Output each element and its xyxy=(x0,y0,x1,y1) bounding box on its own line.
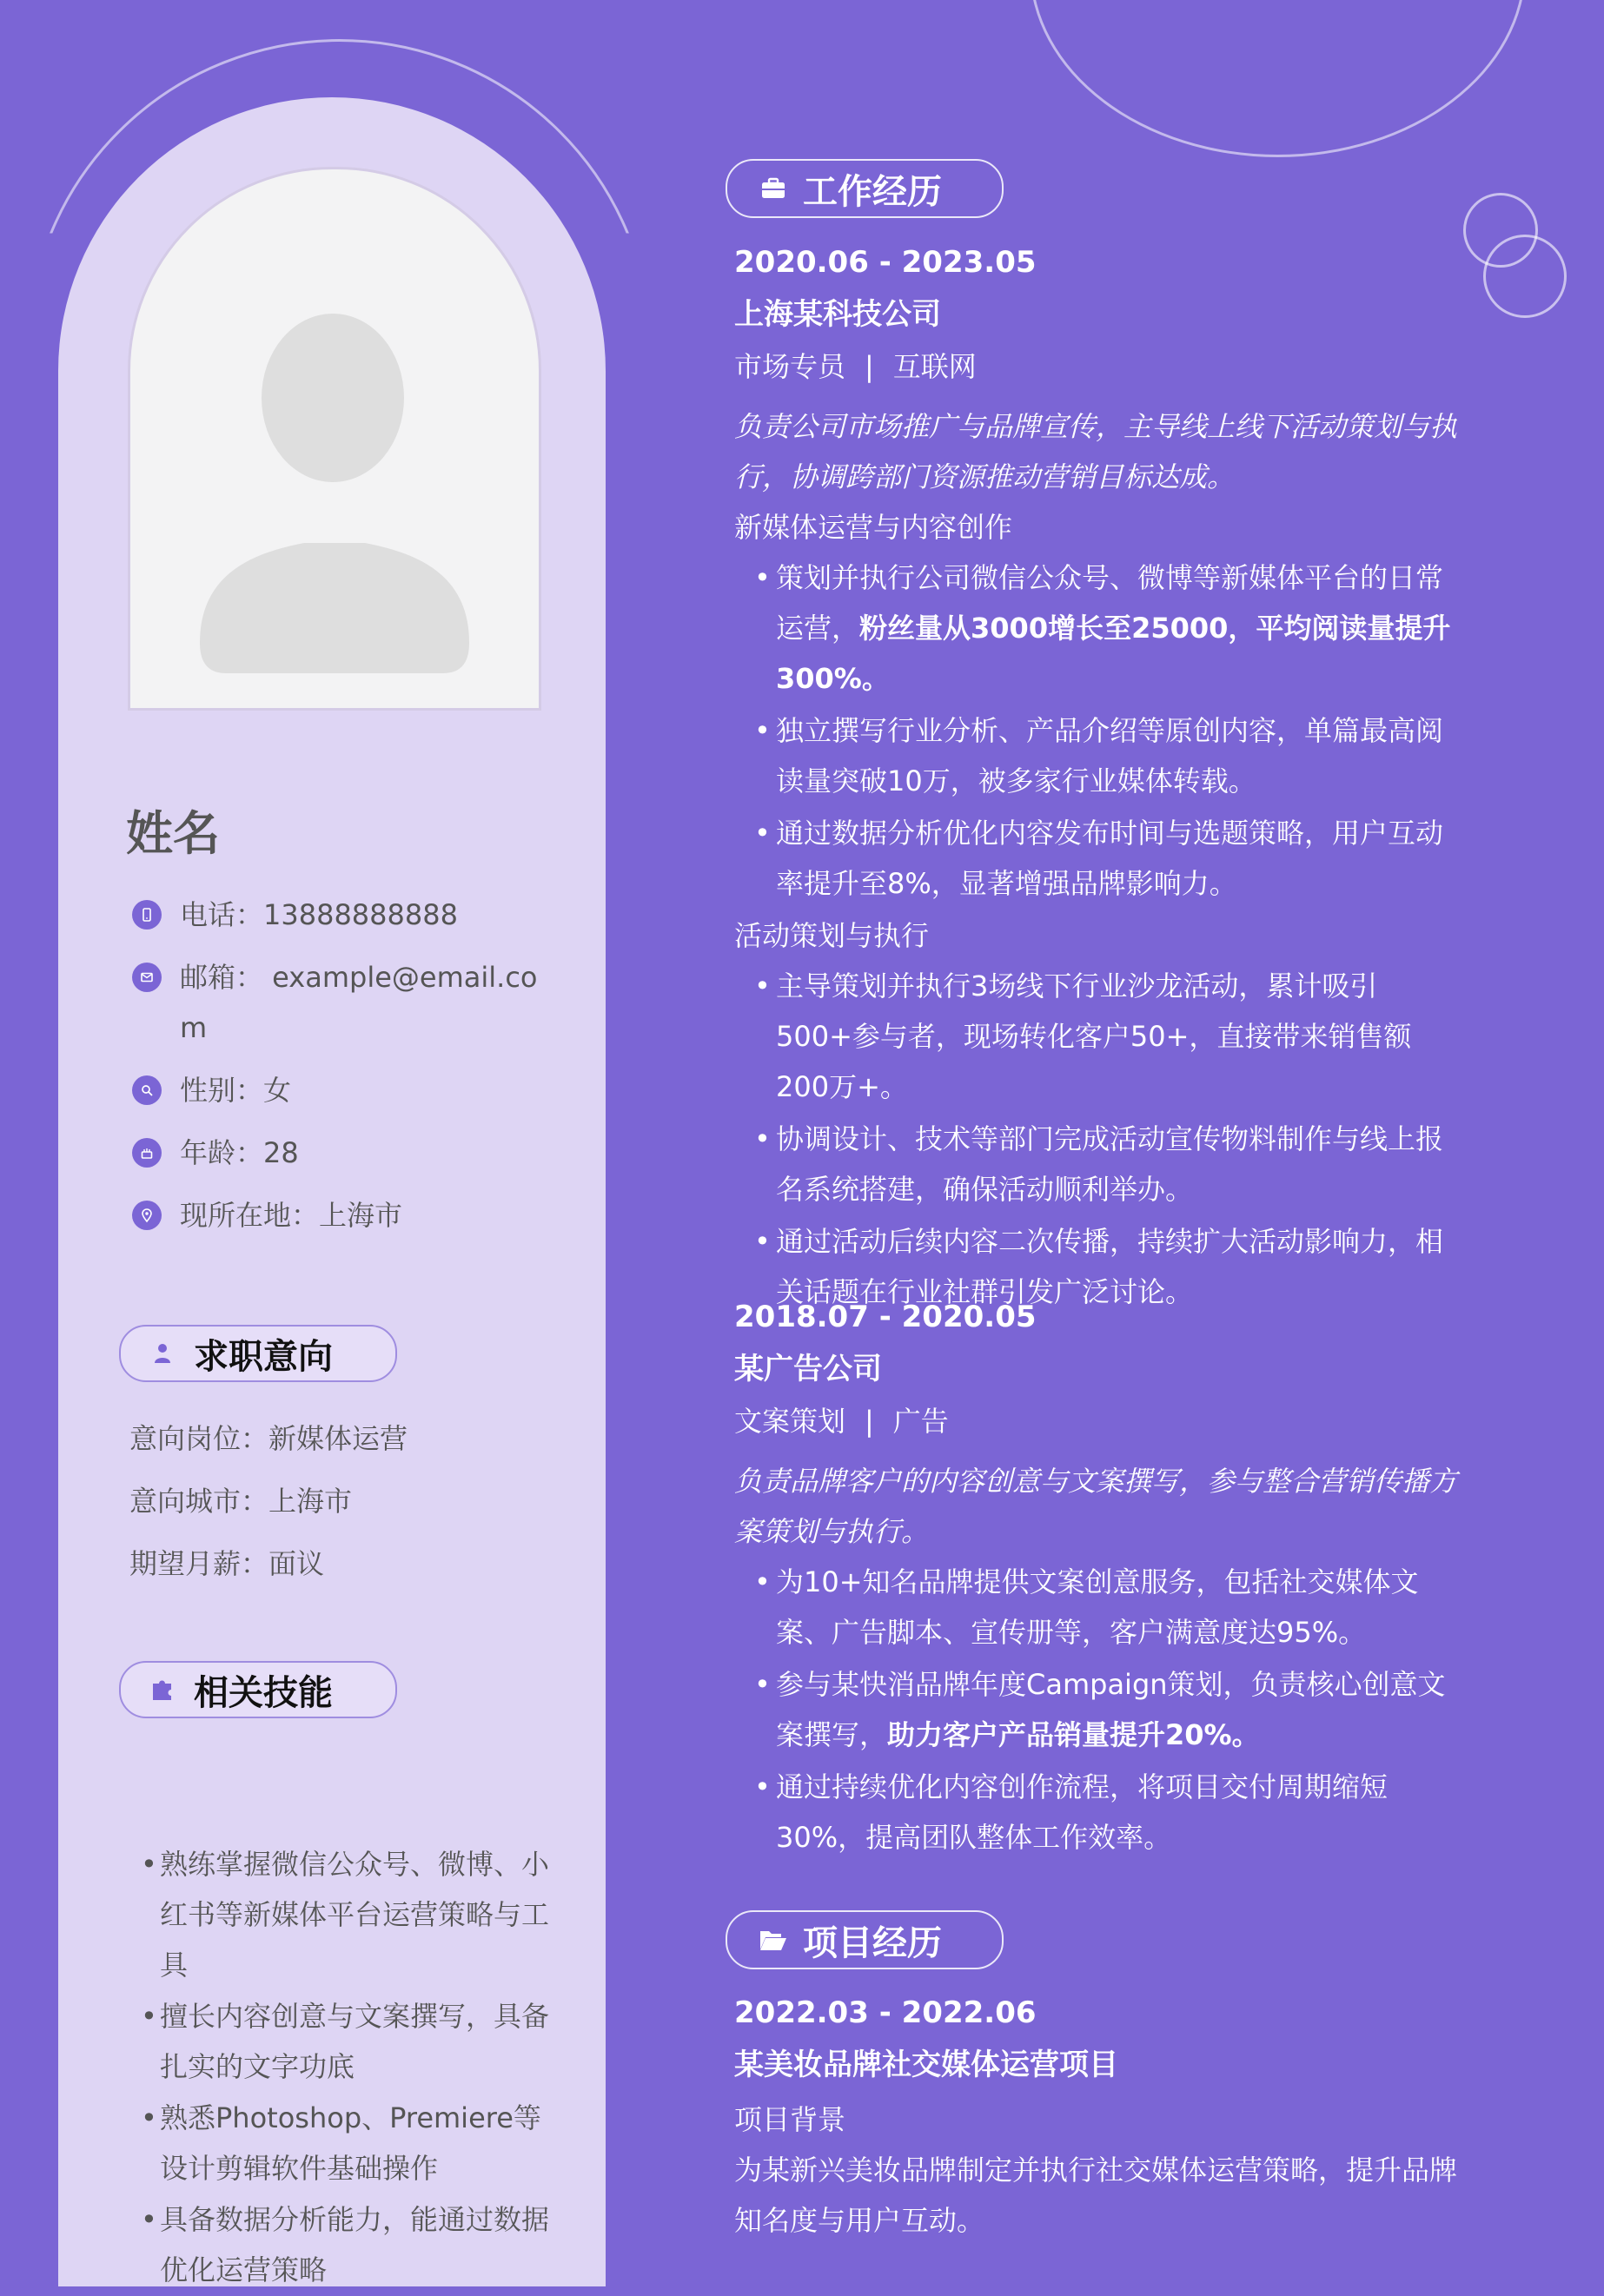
job-bullets xyxy=(734,1557,1464,1863)
job-title: 市场专员 xyxy=(734,350,846,383)
contact-phone xyxy=(132,890,584,940)
job-bullet: • 通过数据分析优化内容发布时间与选题策略，用户互动率提升至8%，显著增强品牌影响力。 xyxy=(734,808,1464,909)
folder-open-icon xyxy=(756,1922,791,1957)
job-section-heading: 活动策划与执行 xyxy=(734,919,930,952)
job-intent-title: 求职意向 xyxy=(194,1336,333,1377)
job-summary: 负责品牌客户的内容创意与文案撰写，参与整合营销传播方案策划与执行。 xyxy=(734,1465,1458,1548)
project-entry xyxy=(734,1987,1464,2246)
job-bullet: • 协调设计、技术等部门完成活动宣传物料制作与线上报名系统搭建，确保活动顺利举办。 xyxy=(734,1114,1464,1214)
role-separator: | xyxy=(865,1405,874,1438)
email-text: 邮箱： example@email.com xyxy=(180,961,538,1044)
job-summary: 负责公司市场推广与品牌宣传，主导线上线下活动策划与执行，协调跨部门资源推动营销目标达成。 xyxy=(734,410,1458,493)
job-bullet: • 通过持续优化内容创作流程，将项目交付周期缩短30%，提高团队整体工作效率。 xyxy=(734,1762,1464,1863)
project-experience-header xyxy=(726,1910,1004,1969)
decorative-circle xyxy=(1030,0,1526,157)
project-background: 为某新兴美妆品牌制定并执行社交媒体运营策略，提升品牌知名度与用户互动。 xyxy=(734,2154,1458,2237)
job-company: 上海某科技公司 xyxy=(734,297,941,332)
job-industry: 广告 xyxy=(892,1405,949,1438)
job-title: 文案策划 xyxy=(734,1405,846,1438)
phone-text: 电话：13888888888 xyxy=(180,898,458,931)
job-role xyxy=(734,1395,1464,1447)
work-experience-title: 工作经历 xyxy=(803,171,942,212)
job-bullets xyxy=(734,961,1464,1317)
intent-city: 意向城市：上海市 xyxy=(129,1485,353,1518)
project-date: 2022.03 - 2022.06 xyxy=(734,1995,1037,2030)
job-intent-list xyxy=(129,1407,408,1595)
work-experience-header xyxy=(726,159,1004,218)
user-icon xyxy=(145,1336,180,1371)
briefcase-icon xyxy=(756,171,791,206)
job-industry: 互联网 xyxy=(892,350,977,383)
location-text: 现所在地：上海市 xyxy=(180,1199,403,1232)
project-experience-title: 项目经历 xyxy=(803,1922,942,1963)
project-name: 某美妆品牌社交媒体运营项目 xyxy=(734,2048,1118,2082)
skills-header xyxy=(119,1661,397,1718)
cake-icon xyxy=(132,1138,162,1168)
job-role xyxy=(734,341,1464,393)
contact-email xyxy=(132,952,584,1053)
project-background-heading: 项目背景 xyxy=(734,2103,846,2136)
phone-icon xyxy=(132,900,162,930)
decorative-ring xyxy=(1463,193,1538,268)
skill-item: • 擅长内容创意与文案撰写，具备扎实的文字功底 xyxy=(141,1991,549,2092)
skills-list xyxy=(141,1839,549,2296)
puzzle-icon xyxy=(145,1672,180,1707)
decorative-ring xyxy=(1483,235,1567,318)
profile-photo xyxy=(128,167,541,711)
job-date: 2020.06 - 2023.05 xyxy=(734,245,1037,280)
job-bullet: • 参与某快消品牌年度Campaign策划，负责核心创意文案撰写，助力客户产品销量提升20%。 xyxy=(734,1659,1464,1760)
job-entry xyxy=(734,1291,1464,1864)
role-separator: | xyxy=(865,350,874,383)
job-entry xyxy=(734,236,1464,1319)
left-sidebar xyxy=(58,97,606,2286)
intent-salary: 期望月薪：面议 xyxy=(129,1547,325,1580)
skill-item: • 熟悉Photoshop、Premiere等设计剪辑软件基础操作 xyxy=(141,2093,549,2193)
job-bullet: • 策划并执行公司微信公众号、微博等新媒体平台的日常运营，粉丝量从3000增长至25000，平均阅读量提升300%。 xyxy=(734,552,1464,704)
skill-item: • 熟练掌握微信公众号、微博、小红书等新媒体平台运营策略与工具 xyxy=(141,1839,549,1990)
skill-item: • 具备数据分析能力，能通过数据优化运营策略 xyxy=(141,2194,549,2295)
contact-gender xyxy=(132,1065,584,1115)
job-intent-header xyxy=(119,1325,397,1382)
avatar-placeholder-icon xyxy=(130,169,539,708)
job-date: 2018.07 - 2020.05 xyxy=(734,1300,1037,1334)
skills-title: 相关技能 xyxy=(194,1672,333,1713)
job-bullet: • 通过活动后续内容二次传播，持续扩大活动影响力，相关话题在行业社群引发广泛讨论。 xyxy=(734,1216,1464,1317)
mail-icon xyxy=(132,963,162,992)
contact-location xyxy=(132,1190,584,1241)
job-bullet: • 主导策划并执行3场线下行业沙龙活动，累计吸引500+参与者，现场转化客户50+，直接带来销售额200万+。 xyxy=(734,961,1464,1112)
gender-icon xyxy=(132,1075,162,1105)
gender-text: 性别：女 xyxy=(180,1074,292,1107)
location-pin-icon xyxy=(132,1201,162,1230)
age-text: 年龄：28 xyxy=(180,1136,299,1169)
contact-age xyxy=(132,1128,584,1178)
job-bullets xyxy=(734,552,1464,909)
job-company: 某广告公司 xyxy=(734,1352,882,1386)
job-bullet: • 独立撰写行业分析、产品介绍等原创内容，单篇最高阅读量突破10万，被多家行业媒体转载。 xyxy=(734,705,1464,806)
job-bullet: • 为10+知名品牌提供文案创意服务，包括社交媒体文案、广告脚本、宣传册等，客户满意度达95%。 xyxy=(734,1557,1464,1657)
candidate-name: 姓名 xyxy=(126,806,220,861)
intent-position: 意向岗位：新媒体运营 xyxy=(129,1422,408,1455)
job-section-heading: 新媒体运营与内容创作 xyxy=(734,511,1013,544)
contact-list xyxy=(132,890,584,1253)
